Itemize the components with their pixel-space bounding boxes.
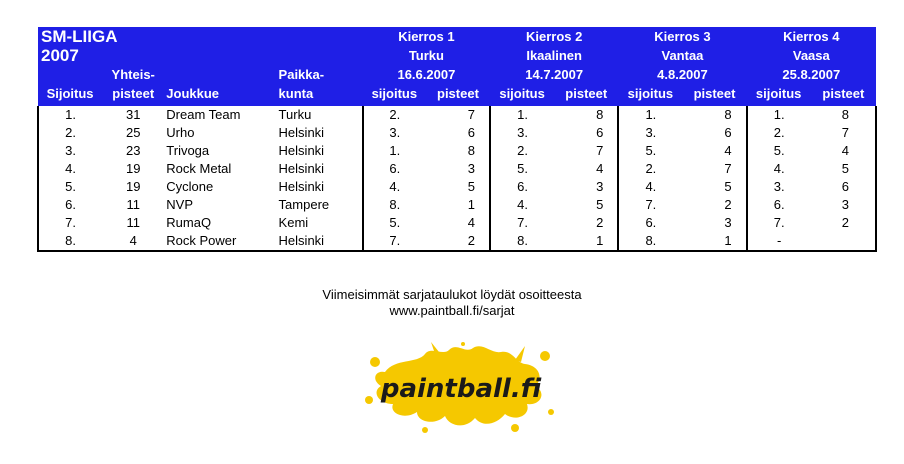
city-cell: Turku	[278, 107, 312, 122]
round-4-points-cell: 2	[811, 214, 876, 232]
round-1-points-cell: 4	[426, 214, 490, 232]
round-1-rank-cell: 2.	[363, 106, 426, 124]
round-2-rank-cell: 6.	[517, 179, 529, 194]
city-cell: Helsinki	[278, 161, 325, 176]
round-4-points-cell: 3	[811, 196, 876, 214]
table-row	[38, 124, 876, 142]
city-cell: Helsinki	[278, 125, 325, 140]
standings-table	[37, 27, 877, 252]
round-1-date: 16.6.2007	[363, 65, 490, 84]
total-points-cell: 23	[125, 143, 141, 158]
round-1-rank-cell: 1.	[363, 142, 426, 160]
round-4-rank-cell: 6.	[773, 197, 785, 212]
round-4-points-cell: 7	[811, 124, 876, 142]
round-3-rank-cell: 5.	[645, 143, 657, 158]
round-2-place: Ikaalinen	[490, 46, 618, 65]
round-3-date: 4.8.2007	[618, 65, 746, 84]
team-name-cell: Cyclone	[166, 179, 214, 194]
round-1-rank-cell: 8.	[363, 196, 426, 214]
round-3-name: Kierros 3	[618, 27, 746, 46]
round-4-points-cell: 5	[811, 160, 876, 178]
round-4-rank-cell: 5.	[773, 143, 785, 158]
rank-cell: 5.	[38, 178, 102, 196]
round-3-place: Vantaa	[618, 46, 746, 65]
total-points-cell: 4	[102, 232, 164, 251]
rank-cell: 2.	[38, 124, 102, 142]
total-points-cell: 31	[125, 107, 141, 122]
round-2-points-cell: 5	[554, 196, 618, 214]
rank-cell: 1.	[38, 106, 102, 124]
round-2-points-cell: 1	[554, 232, 618, 251]
round-4-rank-cell: 4.	[773, 161, 785, 176]
round-1-rank-cell: 4.	[363, 178, 426, 196]
round-4-rank-header: sijoitus	[747, 84, 811, 106]
round-2-points-cell: 4	[554, 160, 618, 178]
round-3-rank-cell: 6.	[645, 215, 657, 230]
round-3-points-cell: 4	[682, 142, 746, 160]
round-1-rank-cell: 6.	[363, 160, 426, 178]
round-1-rank-header: sijoitus	[363, 84, 426, 106]
round-2-rank-cell: 1.	[517, 107, 529, 122]
round-2-points-cell: 2	[554, 214, 618, 232]
team-name-cell: Trivoga	[166, 143, 210, 158]
round-4-points-cell: 4	[811, 142, 876, 160]
city-cell: Tampere	[278, 197, 330, 212]
round-2-rank-header: sijoitus	[490, 84, 554, 106]
round-2-points-cell: 3	[554, 178, 618, 196]
round-2-points-header: pisteet	[554, 84, 618, 106]
team-name-cell: Dream Team	[166, 107, 241, 122]
round-3-rank-header: sijoitus	[618, 84, 682, 106]
city-cell: Helsinki	[278, 179, 325, 194]
table-row	[38, 232, 876, 251]
paint-splat-logo	[365, 342, 555, 434]
round-1-points-cell: 6	[426, 124, 490, 142]
round-3-points-cell: 6	[682, 124, 746, 142]
round-1-rank-cell: 3.	[363, 124, 426, 142]
round-3-points-cell: 8	[682, 106, 746, 124]
rank-cell: 7.	[38, 214, 102, 232]
round-3-rank-cell: 3.	[645, 125, 657, 140]
round-4-rank-cell: 1.	[773, 107, 785, 122]
round-3-rank-cell: 1.	[645, 107, 657, 122]
table-row	[38, 160, 876, 178]
round-2-points-cell: 6	[554, 124, 618, 142]
col-rank-header: Sijoitus	[38, 84, 102, 106]
total-points-cell: 19	[125, 179, 141, 194]
col-city-line2: kunta	[277, 84, 363, 106]
city-cell: Helsinki	[278, 143, 325, 158]
round-1-points-cell: 2	[426, 232, 490, 251]
round-3-points-cell: 5	[682, 178, 746, 196]
round-4-points-header: pisteet	[811, 84, 876, 106]
team-name-cell: Rock Metal	[166, 161, 232, 176]
round-1-points-cell: 8	[426, 142, 490, 160]
round-3-points-cell: 1	[682, 232, 746, 251]
round-3-points-cell: 7	[682, 160, 746, 178]
round-1-points-header: pisteet	[426, 84, 490, 106]
table-row	[38, 106, 876, 124]
round-1-points-cell: 1	[426, 196, 490, 214]
round-1-points-cell: 3	[426, 160, 490, 178]
col-total-line1: Yhteis-	[102, 65, 164, 84]
round-4-points-cell	[811, 232, 876, 251]
round-2-rank-cell: 2.	[517, 143, 529, 158]
rank-cell: 8.	[38, 232, 102, 251]
round-3-points-cell: 2	[682, 196, 746, 214]
team-name-cell: Rock Power	[164, 232, 276, 251]
round-3-points-cell: 3	[682, 214, 746, 232]
rank-cell: 6.	[38, 196, 102, 214]
round-2-rank-cell: 5.	[517, 161, 529, 176]
round-4-place: Vaasa	[747, 46, 876, 65]
round-4-rank-cell: -	[747, 232, 811, 251]
round-2-date: 14.7.2007	[490, 65, 618, 84]
round-4-rank-cell: 2.	[773, 125, 785, 140]
table-row	[38, 142, 876, 160]
standings-body	[38, 106, 876, 251]
table-row	[38, 178, 876, 196]
round-3-rank-cell: 7.	[645, 197, 657, 212]
total-points-cell: 19	[125, 161, 141, 176]
total-points-cell: 11	[126, 215, 140, 230]
round-1-place: Turku	[363, 46, 490, 65]
round-2-name: Kierros 2	[490, 27, 618, 46]
round-4-rank-cell: 3.	[773, 179, 785, 194]
round-1-name: Kierros 1	[363, 27, 490, 46]
team-name-cell: RumaQ	[166, 215, 212, 230]
round-1-rank-cell: 5.	[363, 214, 426, 232]
round-4-name: Kierros 4	[747, 27, 876, 46]
rank-cell: 4.	[38, 160, 102, 178]
paintball-logo	[365, 342, 555, 439]
round-3-points-header: pisteet	[682, 84, 746, 106]
round-4-points-cell: 8	[811, 106, 876, 124]
table-row	[38, 214, 876, 232]
round-2-points-cell: 7	[554, 142, 618, 160]
round-3-rank-cell: 2.	[645, 161, 657, 176]
table-row	[38, 196, 876, 214]
footer-note-line1: Viimeisimmät sarjataulukot löydät osoitteesta	[322, 287, 582, 302]
round-4-rank-cell: 7.	[773, 215, 785, 230]
round-4-date: 25.8.2007	[747, 65, 876, 84]
team-name-cell: Urho	[166, 125, 195, 140]
round-2-rank-cell: 7.	[517, 215, 529, 230]
col-team-header: Joukkue	[164, 84, 276, 106]
city-cell: Helsinki	[277, 232, 363, 251]
round-2-points-cell: 8	[554, 106, 618, 124]
total-points-cell: 25	[125, 125, 141, 140]
col-total-line2: pisteet	[102, 84, 164, 106]
round-1-rank-cell: 7.	[363, 232, 426, 251]
table-year: 2007	[38, 46, 363, 65]
rank-cell: 3.	[38, 142, 102, 160]
round-2-rank-cell: 4.	[517, 197, 529, 212]
round-4-points-cell: 6	[811, 178, 876, 196]
table-title: SM-LIIGA	[38, 27, 363, 46]
team-name-cell: NVP	[166, 197, 194, 212]
round-3-rank-cell: 4.	[645, 179, 657, 194]
col-city-line1: Paikka-	[277, 65, 363, 84]
logo-text: paintball.fi	[380, 374, 542, 404]
round-1-points-cell: 7	[426, 106, 490, 124]
round-3-rank-cell: 8.	[618, 232, 682, 251]
round-2-rank-cell: 3.	[517, 125, 529, 140]
round-1-points-cell: 5	[426, 178, 490, 196]
round-2-rank-cell: 8.	[490, 232, 554, 251]
footer-url: www.paintball.fi/sarjat	[389, 303, 515, 318]
total-points-cell: 11	[126, 197, 140, 212]
footer-note	[0, 287, 904, 319]
city-cell: Kemi	[278, 215, 309, 230]
